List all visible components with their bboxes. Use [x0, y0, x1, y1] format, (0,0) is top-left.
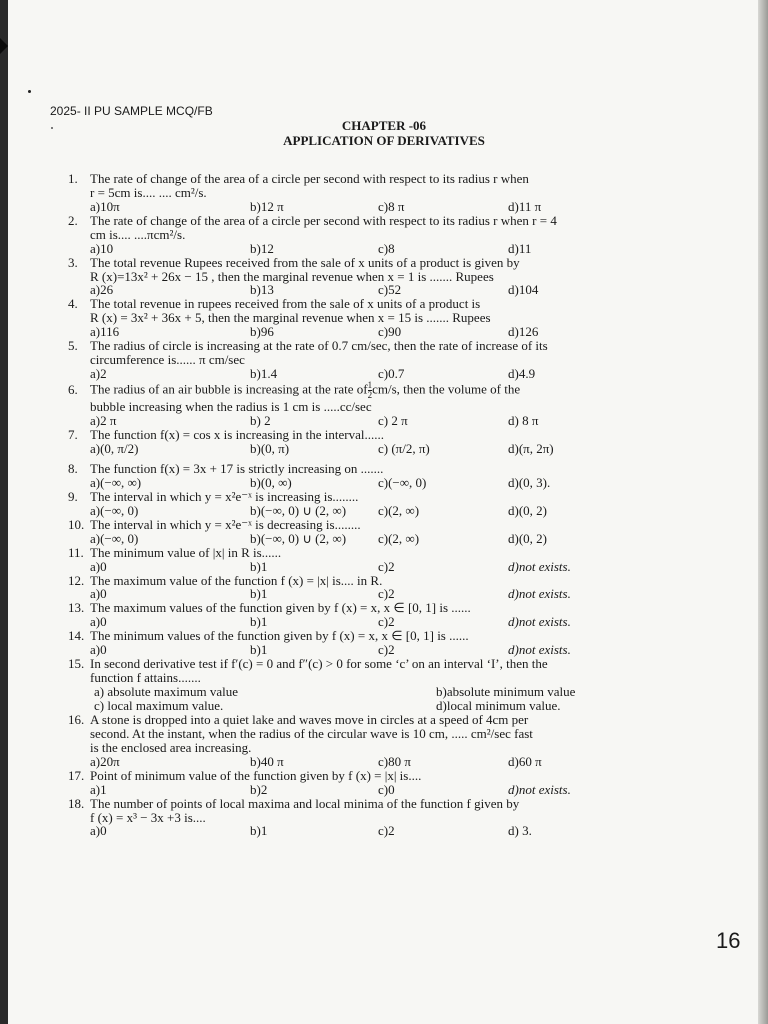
answer-option: c) 2 π [378, 412, 408, 428]
answer-option: d) 3. [508, 823, 532, 839]
answer-option: d)(0, 2) [508, 502, 547, 518]
answer-option: b)(−∞, 0) ∪ (2, ∞) [250, 530, 347, 546]
option-row [68, 783, 684, 797]
question-line: The interval in which y = x²e⁻ˣ is decreasing is........ [90, 516, 361, 532]
answer-option: d)local minimum value. [436, 698, 561, 714]
question-line-tail: cm/s, then the volume of the [372, 381, 521, 397]
question-line: The number of points of local maxima and local minima of the function f given by [90, 795, 520, 811]
question-number: 4. [68, 296, 78, 312]
option-row [68, 824, 684, 838]
question-text-continued [68, 741, 684, 755]
option-row [68, 755, 684, 769]
question-line: The minimum values of the function given by f (x) = x, x ∈ [0, 1] is ...... [90, 628, 469, 644]
option-row [68, 699, 684, 713]
option-row [68, 685, 684, 699]
question-line: The total revenue Rupees received from the sale of x units of a product is given by [90, 254, 520, 270]
question-number: 12. [68, 572, 85, 588]
question-text [68, 713, 684, 727]
answer-option: c)8 π [378, 198, 405, 214]
option-row [68, 615, 684, 629]
answer-option: a)0 [90, 823, 107, 839]
question-item [68, 428, 684, 462]
question-text [68, 769, 684, 783]
question-line: is the enclosed area increasing. [90, 739, 252, 755]
answer-option: c)2 [378, 642, 395, 658]
answer-option: c)(2, ∞) [378, 502, 420, 518]
answer-option: a)20π [90, 753, 120, 769]
question-number: 5. [68, 338, 78, 354]
answer-option: a)0 [90, 614, 107, 630]
option-row [68, 643, 684, 657]
question-text [68, 381, 684, 400]
answer-option: b)1 [250, 614, 268, 630]
question-item [68, 629, 684, 657]
answer-option: c) (π/2, π) [378, 440, 430, 456]
question-text-continued [68, 671, 684, 685]
answer-option: d)not exists. [508, 642, 571, 658]
answer-option: b)absolute minimum value [436, 684, 576, 700]
answer-option: d)11 [508, 240, 532, 256]
answer-option: a) absolute maximum value [94, 684, 239, 700]
question-item [68, 546, 684, 574]
answer-option: c)8 [378, 240, 395, 256]
question-item [68, 462, 684, 490]
answer-option: c)2 [378, 823, 395, 839]
answer-option: b)1 [250, 558, 268, 574]
answer-option: b)1 [250, 823, 268, 839]
question-number: 15. [68, 656, 85, 672]
question-line: The rate of change of the area of a circle per second with respect to its radius r when r = 4 [90, 212, 557, 228]
question-text-continued [68, 228, 684, 242]
question-text [68, 428, 684, 442]
answer-option: d)11 π [508, 198, 542, 214]
answer-option: b)12 [250, 240, 274, 256]
fraction: $\frac{1}{2}$ [367, 380, 373, 401]
question-text [68, 657, 684, 671]
question-item [68, 657, 684, 713]
answer-option: b)(0, π) [250, 440, 290, 456]
chapter-title: APPLICATION OF DERIVATIVES [283, 133, 485, 148]
question-line: The rate of change of the area of a circle per second with respect to its radius r when [90, 171, 529, 186]
answer-option: c)0 [378, 781, 395, 797]
answer-option: b)96 [250, 324, 274, 340]
answer-option: b)(−∞, 0) ∪ (2, ∞) [250, 502, 347, 518]
question-number: 6. [68, 381, 78, 397]
question-line: bubble increasing when the radius is 1 cm is .....cc/sec [90, 399, 372, 415]
question-line: The minimum value of |x| in R is...... [90, 544, 282, 560]
answer-option: b)40 π [250, 753, 284, 769]
question-number: 7. [68, 426, 78, 442]
question-number: 17. [68, 767, 85, 783]
answer-option: b)1 [250, 642, 268, 658]
question-line: In second derivative test if f′(c) = 0 and f″(c) > 0 for some ‘c’ on an interval ‘I’, then the [90, 656, 548, 672]
question-line: function f attains....... [90, 670, 201, 686]
question-text-continued [68, 311, 684, 325]
answer-option: c)(2, ∞) [378, 530, 420, 546]
question-item [68, 797, 684, 839]
question-line: The total revenue in rupees received from the sale of x units of a product is [90, 296, 481, 312]
answer-option: d) 8 π [508, 412, 539, 428]
answer-option: b)1.4 [250, 366, 278, 382]
answer-option: c)80 π [378, 753, 411, 769]
answer-option: d)4.9 [508, 366, 536, 382]
page-number: 16 [716, 928, 741, 953]
answer-option: c)2 [378, 586, 395, 602]
answer-option: b) 2 [250, 412, 271, 428]
question-text-continued [68, 811, 684, 825]
question-number: 10. [68, 516, 85, 532]
answer-option: c)52 [378, 282, 402, 298]
question-item [68, 601, 684, 629]
question-item [68, 574, 684, 602]
option-row [68, 367, 684, 381]
question-text [68, 256, 684, 270]
question-item [68, 172, 684, 214]
answer-option: c) local maximum value. [94, 698, 224, 714]
answer-option: d)(π, 2π) [508, 440, 554, 456]
question-line: cm is.... ....πcm²/s. [90, 226, 186, 242]
question-text [68, 462, 684, 476]
question-text [68, 518, 684, 532]
option-row [68, 242, 684, 256]
option-row [68, 532, 684, 546]
answer-option: d)(0, 2) [508, 530, 547, 546]
answer-option: b)(0, ∞) [250, 474, 292, 490]
question-line: The maximum value of the function f (x) = |x| is.... in R. [90, 572, 383, 588]
answer-option: a)2 π [90, 412, 117, 428]
answer-option: b)13 [250, 282, 274, 298]
ink-speck [28, 90, 31, 93]
page-edge-right [758, 0, 768, 1024]
document-tag: 2025- II PU SAMPLE MCQ/FB [50, 104, 213, 118]
question-line: circumference is...... π cm/sec [90, 352, 245, 368]
option-row [68, 200, 684, 214]
question-line: r = 5cm is.... .... cm²/s. [90, 184, 207, 200]
question-number: 14. [68, 628, 85, 644]
question-line: The interval in which y = x²e⁻ˣ is increasing is........ [90, 488, 359, 504]
question-number: 16. [68, 712, 85, 728]
question-text [68, 214, 684, 228]
question-line: The function f(x) = 3x + 17 is strictly increasing on ....... [90, 460, 384, 476]
question-text [68, 574, 684, 588]
question-text [68, 601, 684, 615]
question-number: 8. [68, 460, 78, 476]
answer-option: a)116 [90, 324, 120, 340]
answer-option: a)26 [90, 282, 114, 298]
question-text-continued [68, 353, 684, 367]
question-number: 2. [68, 212, 78, 228]
question-line: R (x) = 3x² + 36x + 5, then the marginal revenue when x = 15 is ....... Rupees [90, 310, 491, 326]
chapter-number: CHAPTER -06 [341, 118, 427, 133]
answer-option: c)(−∞, 0) [378, 474, 427, 490]
answer-option: d)60 π [508, 753, 542, 769]
answer-option: b)1 [250, 586, 268, 602]
question-text [68, 629, 684, 643]
question-item [68, 339, 684, 381]
answer-option: d)not exists. [508, 586, 571, 602]
question-item [68, 381, 684, 428]
question-line: The radius of an air bubble is increasing at the rate of [90, 381, 368, 397]
question-text [68, 172, 684, 186]
question-line: Point of minimum value of the function given by f (x) = |x| is.... [90, 767, 422, 783]
answer-option: d)not exists. [508, 614, 571, 630]
option-row [68, 325, 684, 339]
option-row [68, 587, 684, 601]
question-text-continued [68, 727, 684, 741]
question-text [68, 490, 684, 504]
question-text-continued [68, 400, 684, 414]
question-line: The radius of circle is increasing at the rate of 0.7 cm/sec, then the rate of increase of its [90, 338, 548, 354]
answer-option: a)(−∞, 0) [90, 502, 139, 518]
question-text [68, 797, 684, 811]
question-item [68, 713, 684, 769]
answer-option: a)0 [90, 558, 107, 574]
question-number: 13. [68, 600, 85, 616]
answer-option: d)not exists. [508, 558, 571, 574]
question-number: 18. [68, 795, 85, 811]
answer-option: a)2 [90, 366, 107, 382]
question-text-continued [68, 186, 684, 200]
answer-option: c)2 [378, 614, 395, 630]
question-list [68, 172, 684, 838]
question-line: The function f(x) = cos x is increasing in the interval...... [90, 426, 384, 442]
answer-option: d)not exists. [508, 781, 571, 797]
option-row [68, 504, 684, 518]
question-text [68, 546, 684, 560]
question-line: f (x) = x³ − 3x +3 is.... [90, 809, 206, 825]
answer-option: b)2 [250, 781, 268, 797]
question-item [68, 518, 684, 546]
question-text [68, 339, 684, 353]
answer-option: a)0 [90, 642, 107, 658]
answer-option: a)(−∞, ∞) [90, 474, 142, 490]
option-row [68, 476, 684, 490]
question-item [68, 490, 684, 518]
answer-option: a)10π [90, 198, 120, 214]
answer-option: c)0.7 [378, 366, 405, 382]
answer-option: c)2 [378, 558, 395, 574]
option-row [68, 442, 684, 462]
question-text [68, 297, 684, 311]
answer-option: d)(0, 3). [508, 474, 551, 490]
answer-option: a)0 [90, 586, 107, 602]
option-row [68, 560, 684, 574]
option-row [68, 414, 684, 428]
question-text-continued [68, 270, 684, 284]
answer-option: d)126 [508, 324, 539, 340]
question-line: R (x)=13x² + 26x − 15 , then the marginal revenue when x = 1 is ....... Rupees [90, 268, 494, 284]
answer-option: d)104 [508, 282, 539, 298]
answer-option: a)1 [90, 781, 107, 797]
page-edge-left [0, 0, 8, 1024]
answer-option: c)90 [378, 324, 402, 340]
question-number: 11. [68, 544, 84, 560]
question-line: second. At the instant, when the radius of the circular wave is 10 cm, ..... cm²/sec fast [90, 725, 533, 741]
answer-option: a)10 [90, 240, 114, 256]
question-number: 1. [68, 171, 78, 186]
question-number: 9. [68, 488, 78, 504]
question-item [68, 297, 684, 339]
question-line: The maximum values of the function given by f (x) = x, x ∈ [0, 1] is ...... [90, 600, 471, 616]
question-line: A stone is dropped into a quiet lake and waves move in circles at a speed of 4cm per [90, 712, 529, 728]
answer-option: a)(0, π/2) [90, 440, 139, 456]
answer-option: b)12 π [250, 198, 284, 214]
question-item [68, 769, 684, 797]
question-number: 3. [68, 254, 78, 270]
question-item [68, 214, 684, 256]
option-row [68, 283, 684, 297]
answer-option: a)(−∞, 0) [90, 530, 139, 546]
question-item [68, 256, 684, 298]
